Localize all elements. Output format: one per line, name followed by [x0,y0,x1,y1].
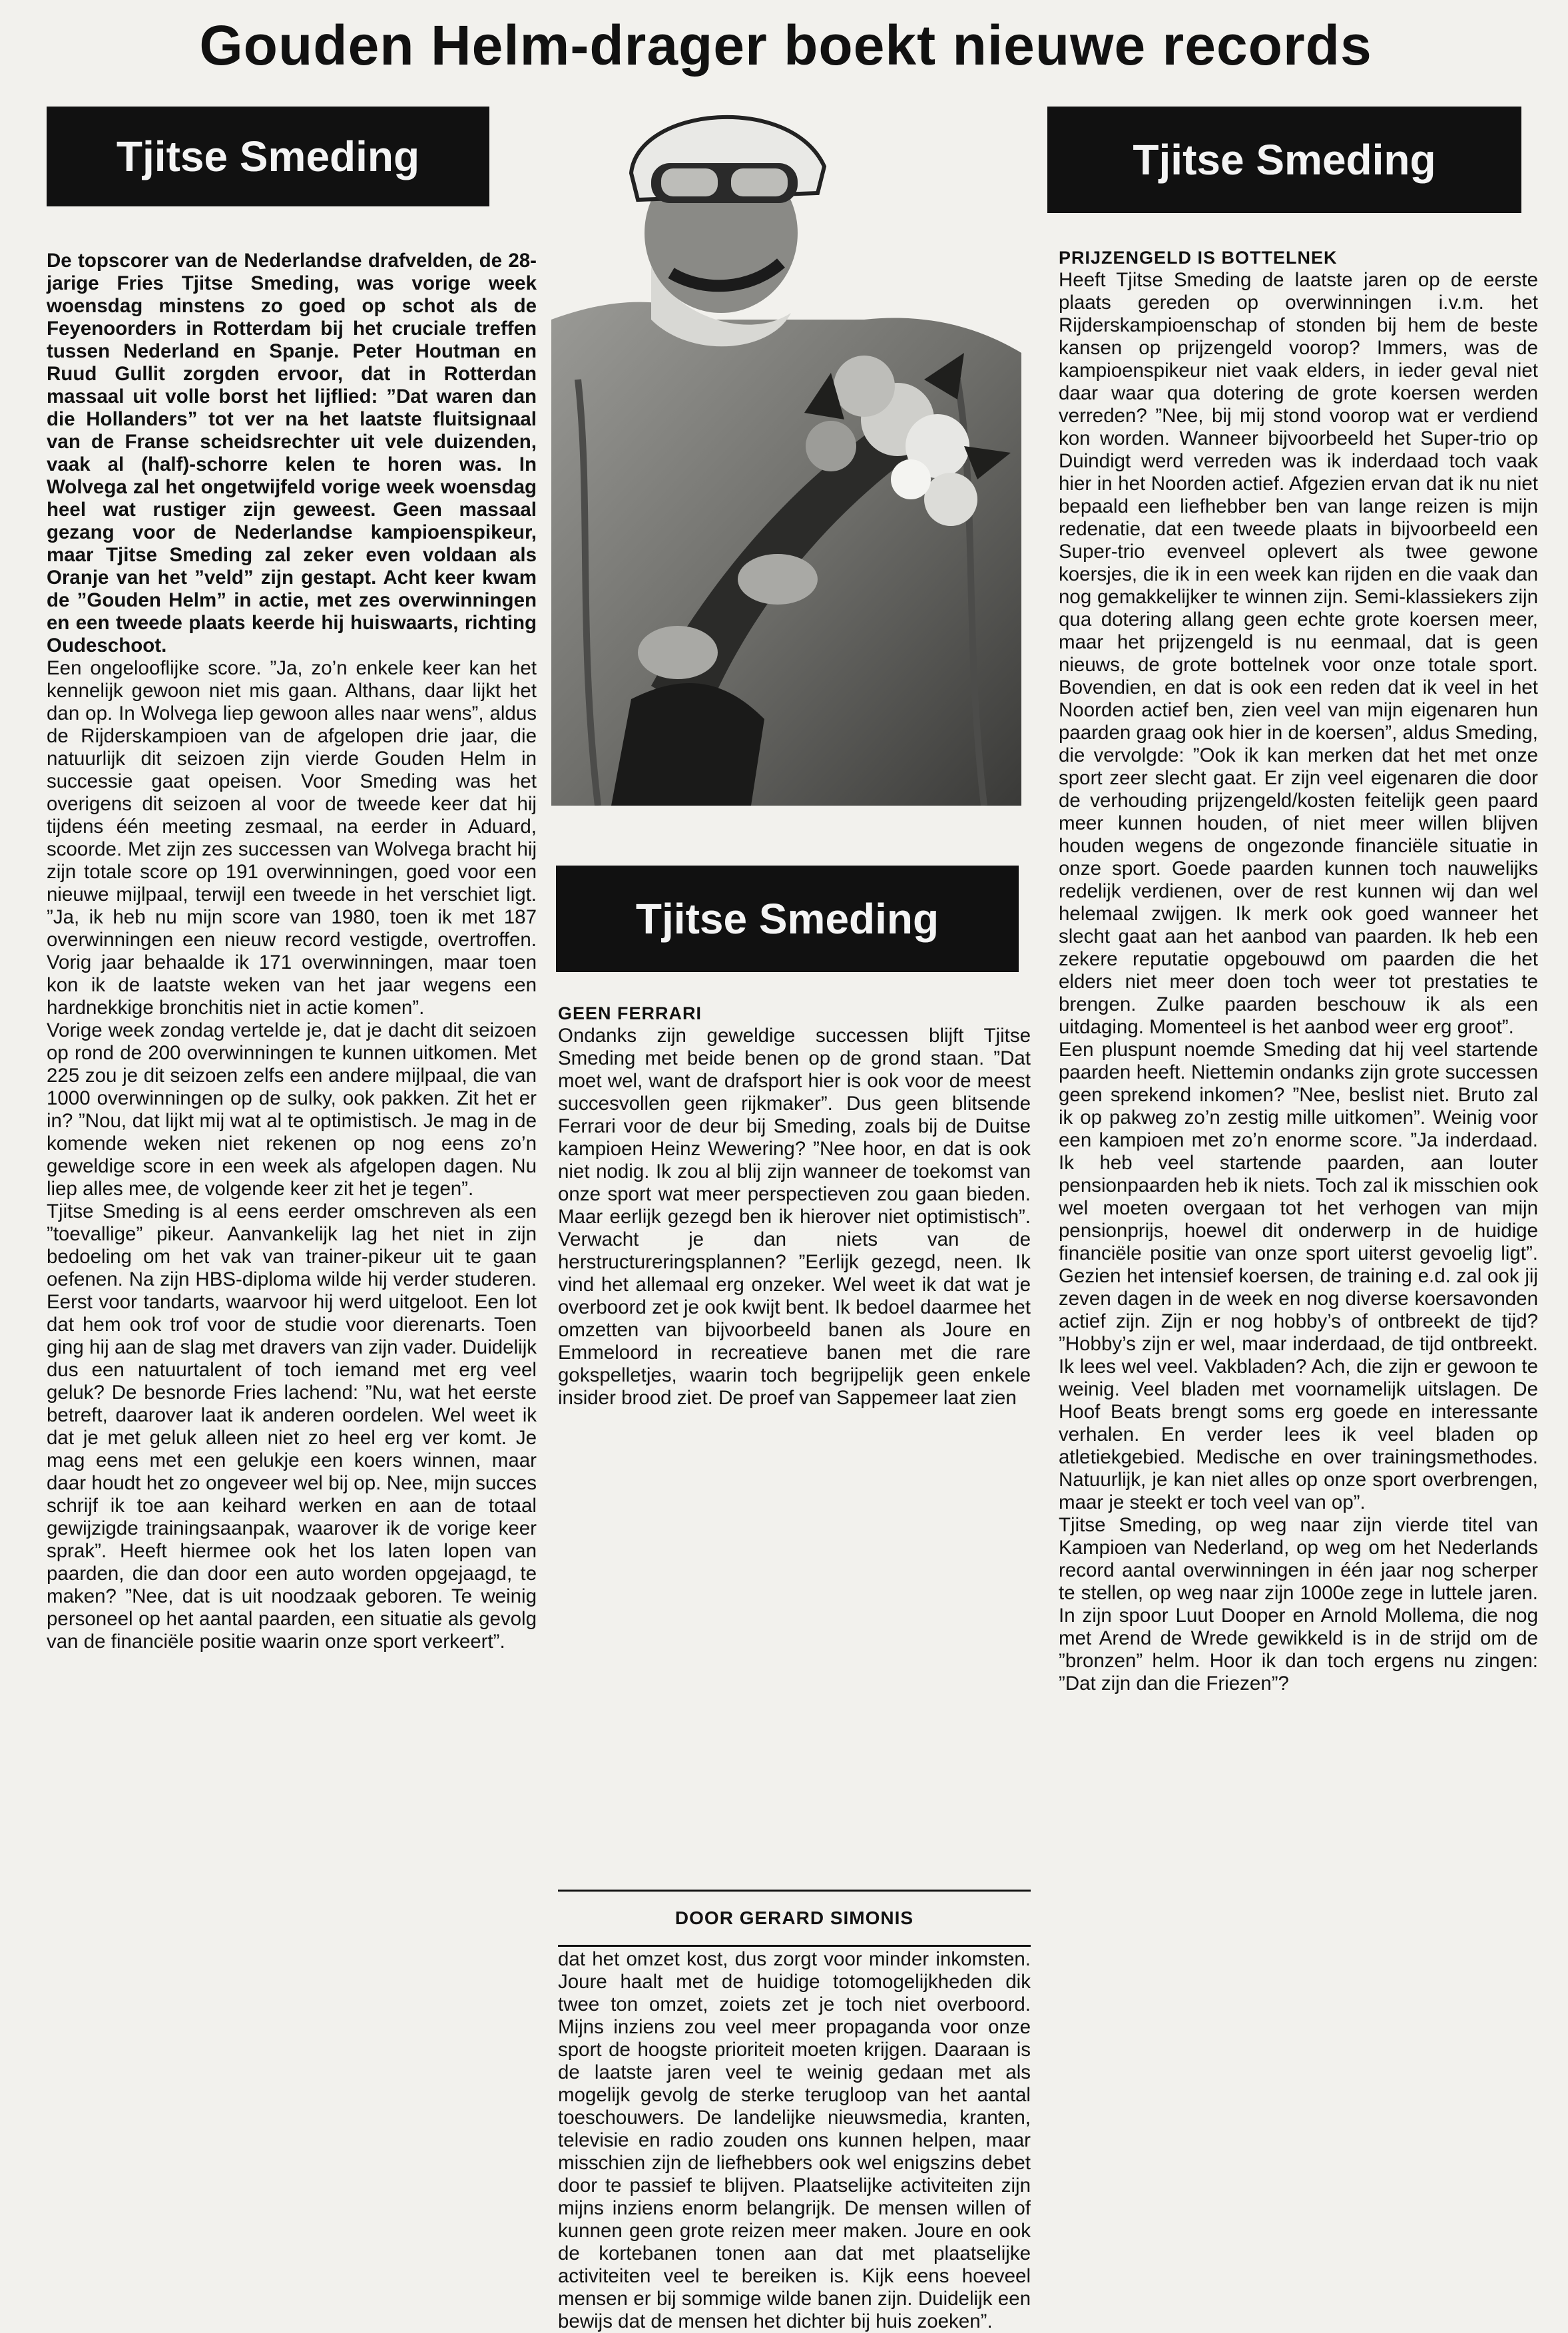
paragraph: Vorige week zondag vertelde je, dat je dacht dit seizoen op rond de 200 overwinningen te kunnen uitkomen. Met 225 zou je dit seizoen zelfs een andere mijlpaal, die van 1000 overwinningen op de sulky, ook pakken. Zit het er in? ”Nou, dat lijkt mij wat al te optimistisch. Je mag in de komende weken niet rekenen op nog eens zo’n geweldige score in een week als afgelopen dagen. Nu liep alles mee, de volgende keer zit het je tegen”. [47,1019,537,1200]
column-left [47,250,537,1653]
paragraph: Een ongelooflijke score. ”Ja, zo’n enkele keer kan het kennelijk gewoon niet mis gaan. Althans, daar lijkt het dan op. In Wolvega liep gewoon alles naar wens”, aldus de Rijderskampioen van de afgelopen drie jaar, die natuurlijk dit seizoen zijn vierde Gouden Helm in successie gaat opeisen. Voor Smeding was het overigens dit seizoen al voor de tweede keer dat hij tijdens één meeting zesmaal, na eerder in Aduard, scoorde. Met zijn zes successen van Wolvega bracht hij zijn totale score op 191 overwinningen, goed voor een nieuwe mijlpaal, terwijl een tweede in het verschiet ligt. ”Ja, ik heb nu mijn score van 1980, toen ik met 187 overwinningen een nieuw record vestigde, overtroffen. Vorig jaar behaalde ik 171 overwinningen, maar toen kon ik de laatste weken van het jaar wegens een hardnekkige bronchitis niet in actie komen”. [47,657,537,1019]
subheading-geen-ferrari: GEEN FERRARI [558,1003,702,1023]
paragraph: Heeft Tjitse Smeding de laatste jaren op de eerste plaats gereden op overwinningen i.v.m. het Rijderskampioenschap of stonden bij hem de beste kansen op prijzengeld voorop? Immers, was de kampioenspikeur niet vaak elders, in ieder geval niet daar waar qua dotering de grote koersen werden verreden? ”Nee, bij mij stond voorop wat er verdiend kon worden. Wanneer bijvoorbeeld het Super-trio op Duindigt werd verreden was ik inderdaad toch vaak hier in het Noorden actief. Afgezien ervan dat ik nu niet bepaald een liefhebber ben van lange reizen is mijn redenatie, dat een tweede plaats in bijvoorbeeld een Super-trio evenveel oplevert als twee gewone koersjes, die ik in een week kan rijden en die vaak dan nog gemakkelijker te winnen zijn. Semi-klassiekers zijn qua dotering allang geen echte grote koersen meer, maar het prijzengeld is nu eenmaal, dat is geen nieuws, de grote bottelnek voor onze totale sport. Bovendien, en dat is ook een reden dat ik veel in het Noorden actief ben, zien veel van mijn eigenaren hun paarden graag ook hier in de koersen”, aldus Smeding, die vervolgde: ”Ook ik kan merken dat het met onze sport zeer slecht gaat. Er zijn veel eigenaren die door de verhouding prijzengeld/kosten feitelijk geen paard meer kunnen houden, of niet meer willen blijven houden wegens de ongezonde financiële situatie in onze sport. Goede paarden kunnen toch nauwelijks redelijk verdienen, over de rest kunnen wij dan wel helemaal zwijgen. Ik merk ook goed wanneer het slecht gaat aan het aanbod van paarden. Ik heb een zekere reputatie opgebouwd om paarden die het elders niet meer doen toch weer tot prestaties te brengen. Zulke paarden beschouw ik als een uitdaging. Momenteel is het aanbod weer erg groot”. [1059,269,1538,1038]
paragraph: Tjitse Smeding, op weg naar zijn vierde titel van Kampioen van Nederland, op weg om het Nederlands record aantal overwinningen in één jaar nog scherper te stellen, op weg naar zijn 1000e zege in luttele jaren. In zijn spoor Luut Dooper en Arnold Mollema, die nog met Arend de Wrede gewikkeld is in de strijd om de ”bronzen” helm. Hoor ik dan toch ergens nu zingen: ”Dat zijn dan die Friezen”? [1059,1514,1538,1694]
paragraph: dat het omzet kost, dus zorgt voor minder inkomsten. Joure haalt met de huidige totomogelijkheden dik twee ton omzet, zoiets zet je toch niet overboord. Mijns inziens zou veel meer propaganda voor onze sport de hoogste prioriteit moeten krijgen. Daaraan is de laatste jaren veel te weinig gedaan met als mogelijk gevolg de sterke terugloop van het aantal toeschouwers. De landelijke nieuwsmedia, kranten, televisie en radio zouden ons kunnen helpen, maar misschien zijn de liefhebbers ook wel enigszins debet door te passief te blijven. Plaatselijke activiteiten zijn mijns inziens enorm belangrijk. De mensen willen of kunnen geen grote reizen meer maken. Joure en ook de kortebanen tonen aan dat met plaatselijke activiteiten veel te bereiken is. Kijk eens hoeveel mensen er bij sommige wilde banen zijn. Duidelijk een bewijs dat de mensen het dichter bij huis zoeken”. [558,1948,1031,2332]
name-block-left: Tjitse Smeding [47,107,489,206]
lead-paragraph: De topscorer van de Nederlandse drafvelden, de 28-jarige Fries Tjitse Smeding, was vorige week woensdag minstens zo goed op schot als de Feyenoorders in Rotterdam bij het cruciale treffen tussen Nederland en Spanje. Peter Houtman en Ruud Gullit zorgden ervoor, dat in Rotterdan massaal uit volle borst het lijflied: ”Dat waren dan die Hollanders” tot ver na het laatste fluitsignaal van de Franse scheidsrechter uit vele duizenden, vaak al (half)-schorre kelen te horen was. In Wolvega zal het ongetwijfeld vorige week woensdag heel wat rustiger zijn geweest. Geen massaal gezang voor de Nederlandse kampioenspikeur, maar Tjitse Smeding zal zeker even voldaan als Oranje van het ”veld” zijn gestapt. Acht keer kwam de ”Gouden Helm” in actie, met zes overwinningen en een tweede plaats keerde hij huiswaarts, richting Oudeschoot. [47,250,537,656]
column-center-bottom [558,1948,1031,2333]
jockey-illustration [551,100,1021,806]
jockey-photo [551,100,1021,806]
column-center-top [558,1002,1031,1410]
byline: DOOR GERARD SIMONIS [558,1890,1031,1947]
paragraph: Ondanks zijn geweldige successen blijft Tjitse Smeding met beide benen op de grond staan. ”Dat moet wel, want de drafsport hier is ook voor de meest succesvollen geen rijkmaker”. Dus geen blitsende Ferrari voor de deur bij Smeding, zoals bij de Duitse kampioen Heinz Wewering? ”Nee hoor, en dat is ook niet nodig. Ik zou al blij zijn wanneer de toekomst van onze sport wat meer perspectieven zou gaan bieden. Maar eerlijk gezegd ben ik hierover niet optimistisch”. Verwacht je dan niets van de herstructureringsplannen? ”Eerlijk gezegd, neen. Ik vind het allemaal erg onzeker. Wel weet ik dat wat je overboord zet je ook kwijt bent. Ik bedoel daarmee het omzetten van bijvoorbeeld banen als Joure en Emmeloord in recreatieve banen met die rare gokspelletjes, waarin toch begrijpelijk geen enkele insider brood ziet. De proef van Sappemeer laat zien [558,1025,1031,1409]
column-right [1059,246,1538,1695]
subheading-prijzengeld: PRIJZENGELD IS BOTTELNEK [1059,248,1338,268]
paragraph: Tjitse Smeding is al eens eerder omschreven als een ”toevallige” pikeur. Aanvankelijk lag het niet in zijn bedoeling om het vak van trainer-pikeur uit te gaan oefenen. Na zijn HBS-diploma wilde hij verder studeren. Eerst voor tandarts, waarvoor hij werd uitgeloot. Een lot dat hem ook trof voor de studie voor dierenarts. Toen ging hij aan de slag met dravers van zijn vader. Duidelijk dus een natuurtalent of toch iemand met erg veel geluk? De besnorde Fries lachend: ”Nu, wat het eerste betreft, daarover laat ik anderen oordelen. Wel weet ik dat je met geluk alleen niet zo heel erg ver komt. Je mag eens met een gelukje een koers winnen, maar daar houdt het zo ongeveer wel bij op. Nee, mijn succes schrijf ik toe aan keihard werken en aan de totaal gewijzigde trainingsaanpak, waarover ik de vorige keer sprak”. Heeft hiermee ook het los laten lopen van paarden, die dan door een auto worden opgejaagd, te maken? ”Nee, dat is uit noodzaak geboren. Te weinig personeel op het aantal paarden, een situatie als gevolg van de financiële positie waarin onze sport verkeert”. [47,1200,537,1653]
name-block-right: Tjitse Smeding [1047,107,1521,213]
paragraph: Een pluspunt noemde Smeding dat hij veel startende paarden heeft. Niettemin ondanks zijn grote successen geen sprekend inkomen? ”Nee, beslist niet. Bruto zal ik op pakweg zo’n zestig mille uitkomen”. Weinig voor een kampioen met zo’n enorme score. ”Ja inderdaad. Ik heb veel startende paarden, aan louter pensionpaarden heb ik niets. Toch zal ik misschien ook wel moeten overgaan tot het verhogen van mijn pensionprijs, hoewel dit onderwerp in de huidige financiële positie van onze sport uiterst gevoelig ligt”. Gezien het intensief koersen, de training e.d. zal ook jij zeven dagen in de week en nog diverse koersavonden actief zijn. Zijn er nog hobby’s of ontbreekt de tijd? ”Hobby’s zijn er wel, maar inderdaad, de tijd ontbreekt. Ik lees wel veel. Vakbladen? Ach, die zijn er gewoon te weinig. Veel bladen met voornamelijk uitslagen. De Hoof Beats brengt soms erg goede en interessante verhalen. En verder lees ik veel bladen op atletiekgebied. Medische en over trainingsmethodes. Natuurlijk, je kan niet alles op onze sport overbrengen, maar je steekt er toch veel van op”. [1059,1039,1538,1513]
headline: Gouden Helm-drager boekt nieuwe records [199,14,1372,77]
name-block-center: Tjitse Smeding [556,866,1019,972]
